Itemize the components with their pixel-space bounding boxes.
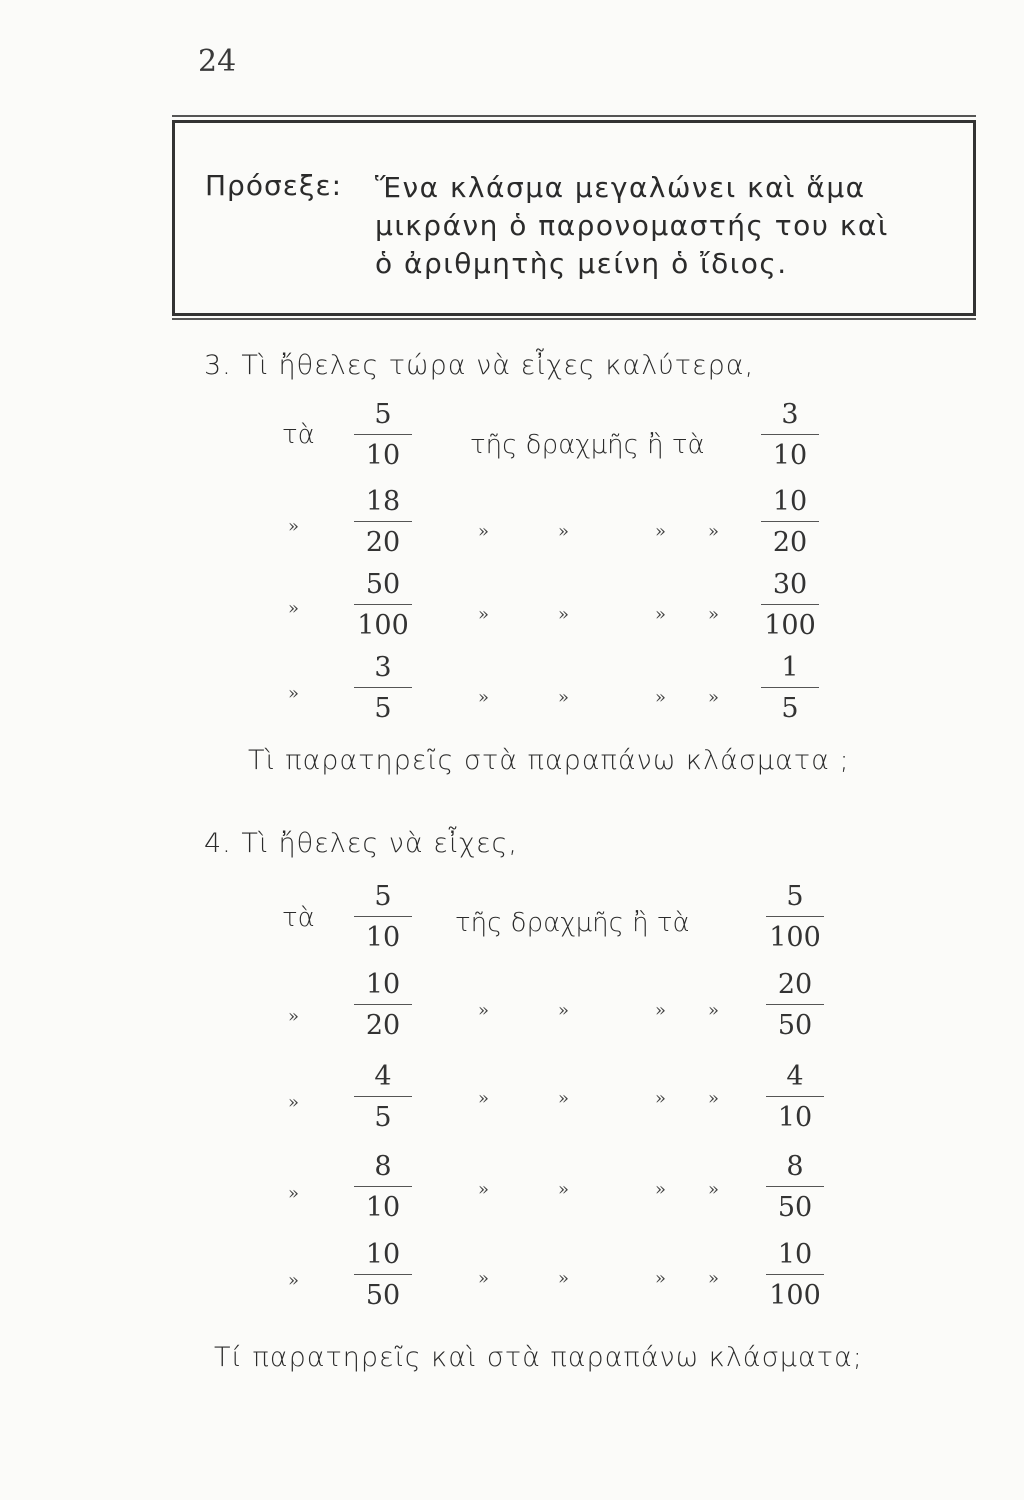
numerator: 50 — [365, 569, 401, 600]
ditto-mark: » — [708, 687, 720, 708]
ditto-mark: » — [655, 1179, 667, 1200]
notice-line: μικράνη ὁ παρονομαστής του καὶ — [375, 209, 889, 242]
ditto-mark: » — [655, 687, 667, 708]
ditto-mark: » — [478, 1179, 490, 1200]
denominator: 50 — [777, 1010, 813, 1041]
ditto-mark: » — [655, 1000, 667, 1021]
fraction-left — [348, 653, 418, 724]
fraction-right — [760, 1240, 830, 1311]
numerator: 3 — [781, 399, 799, 430]
fraction-left — [348, 487, 418, 558]
numerator: 8 — [786, 1151, 804, 1182]
denominator: 5 — [374, 1102, 392, 1133]
numerator: 4 — [374, 1061, 392, 1092]
denominator: 100 — [769, 922, 821, 953]
ditto-mark: » — [288, 1183, 300, 1204]
numerator: 8 — [374, 1151, 392, 1182]
fraction-bar — [761, 604, 819, 605]
fraction-bar — [354, 687, 412, 688]
denominator: 100 — [357, 610, 409, 641]
ta-label: τὰ — [282, 903, 315, 933]
ditto-mark: » — [708, 1268, 720, 1289]
fraction-bar — [766, 1096, 824, 1097]
ditto-mark: » — [288, 1270, 300, 1291]
numerator: 10 — [772, 486, 808, 517]
numerator: 20 — [777, 969, 813, 1000]
fraction-right — [755, 487, 825, 558]
ditto-mark: » — [478, 1268, 490, 1289]
ditto-mark: » — [288, 1006, 300, 1027]
numerator: 5 — [374, 881, 392, 912]
notice-line: Ἕνα κλάσμα μεγαλώνει καὶ ἅμα — [375, 171, 866, 204]
fraction-left — [348, 400, 418, 471]
denominator: 20 — [365, 1010, 401, 1041]
ditto-mark: » — [708, 604, 720, 625]
ditto-mark: » — [288, 516, 300, 537]
fraction-left — [348, 1152, 418, 1223]
numerator: 3 — [374, 652, 392, 683]
fraction-bar — [354, 434, 412, 435]
numerator: 5 — [374, 399, 392, 430]
ditto-mark: » — [288, 683, 300, 704]
numerator: 1 — [781, 652, 799, 683]
fraction-right — [755, 400, 825, 471]
fraction-bar — [354, 1274, 412, 1275]
numerator: 10 — [365, 969, 401, 1000]
ditto-mark: » — [558, 1000, 570, 1021]
fraction-bar — [354, 916, 412, 917]
fraction-right — [760, 1062, 830, 1133]
denominator: 5 — [781, 693, 799, 724]
denominator: 10 — [772, 440, 808, 471]
denominator: 5 — [374, 693, 392, 724]
ditto-mark: » — [478, 521, 490, 542]
notice-line: ὁ ἀριθμητὴς μείνη ὁ ἴδιος. — [375, 247, 788, 280]
ditto-mark: » — [708, 1000, 720, 1021]
ditto-mark: » — [655, 1088, 667, 1109]
fraction-bar — [766, 1274, 824, 1275]
drachma-phrase: τῆς δραχμῆς ἢ τὰ — [455, 908, 690, 938]
ditto-mark: » — [288, 598, 300, 619]
ditto-mark: » — [655, 604, 667, 625]
numerator: 5 — [786, 881, 804, 912]
fraction-bar — [766, 1186, 824, 1187]
question-4-observe: Τί παρατηρεῖς καὶ στὰ παραπάνω κλάσματα; — [214, 1342, 863, 1373]
denominator: 50 — [777, 1192, 813, 1223]
fraction-right — [755, 570, 825, 641]
fraction-left — [348, 970, 418, 1041]
numerator: 10 — [365, 1239, 401, 1270]
denominator: 10 — [777, 1102, 813, 1133]
ditto-mark: » — [478, 687, 490, 708]
fraction-left — [348, 570, 418, 641]
fraction-right — [760, 882, 830, 953]
fraction-left — [348, 882, 418, 953]
fraction-right — [755, 653, 825, 724]
denominator: 10 — [365, 440, 401, 471]
notice-box — [172, 120, 976, 316]
ditto-mark: » — [478, 1088, 490, 1109]
ditto-mark: » — [708, 521, 720, 542]
drachma-phrase: τῆς δραχμῆς ἢ τὰ — [470, 430, 705, 460]
ditto-mark: » — [655, 1268, 667, 1289]
denominator: 100 — [764, 610, 816, 641]
ditto-mark: » — [655, 521, 667, 542]
fraction-bar — [354, 521, 412, 522]
question-3-prompt: 3. Τὶ ἤθελες τώρα νὰ εἶχες καλύτερα, — [204, 350, 755, 381]
fraction-right — [760, 1152, 830, 1223]
fraction-bar — [761, 434, 819, 435]
ditto-mark: » — [558, 604, 570, 625]
denominator: 50 — [365, 1280, 401, 1311]
numerator: 18 — [365, 486, 401, 517]
ditto-mark: » — [288, 1092, 300, 1113]
notice-label: Πρόσεξε: — [205, 169, 343, 202]
fraction-right — [760, 970, 830, 1041]
numerator: 10 — [777, 1239, 813, 1270]
fraction-left — [348, 1240, 418, 1311]
ditto-mark: » — [558, 687, 570, 708]
numerator: 30 — [772, 569, 808, 600]
denominator: 10 — [365, 1192, 401, 1223]
ditto-mark: » — [558, 1088, 570, 1109]
denominator: 100 — [769, 1280, 821, 1311]
fraction-left — [348, 1062, 418, 1133]
ditto-mark: » — [478, 1000, 490, 1021]
fraction-bar — [766, 1004, 824, 1005]
notice-text — [375, 169, 955, 283]
fraction-bar — [354, 1186, 412, 1187]
page-number: 24 — [198, 44, 237, 79]
ta-label: τὰ — [282, 420, 315, 450]
fraction-bar — [354, 1004, 412, 1005]
ditto-mark: » — [558, 1179, 570, 1200]
denominator: 20 — [365, 527, 401, 558]
fraction-bar — [354, 1096, 412, 1097]
denominator: 10 — [365, 922, 401, 953]
fraction-bar — [766, 916, 824, 917]
fraction-bar — [761, 687, 819, 688]
ditto-mark: » — [708, 1088, 720, 1109]
denominator: 20 — [772, 527, 808, 558]
ditto-mark: » — [558, 521, 570, 542]
question-3-observe: Τὶ παρατηρεῖς στὰ παραπάνω κλάσματα ; — [248, 745, 850, 776]
ditto-mark: » — [478, 604, 490, 625]
ditto-mark: » — [558, 1268, 570, 1289]
fraction-bar — [354, 604, 412, 605]
numerator: 4 — [786, 1061, 804, 1092]
ditto-mark: » — [708, 1179, 720, 1200]
question-4-prompt: 4. Τὶ ἤθελες νὰ εἶχες, — [204, 828, 518, 859]
fraction-bar — [761, 521, 819, 522]
